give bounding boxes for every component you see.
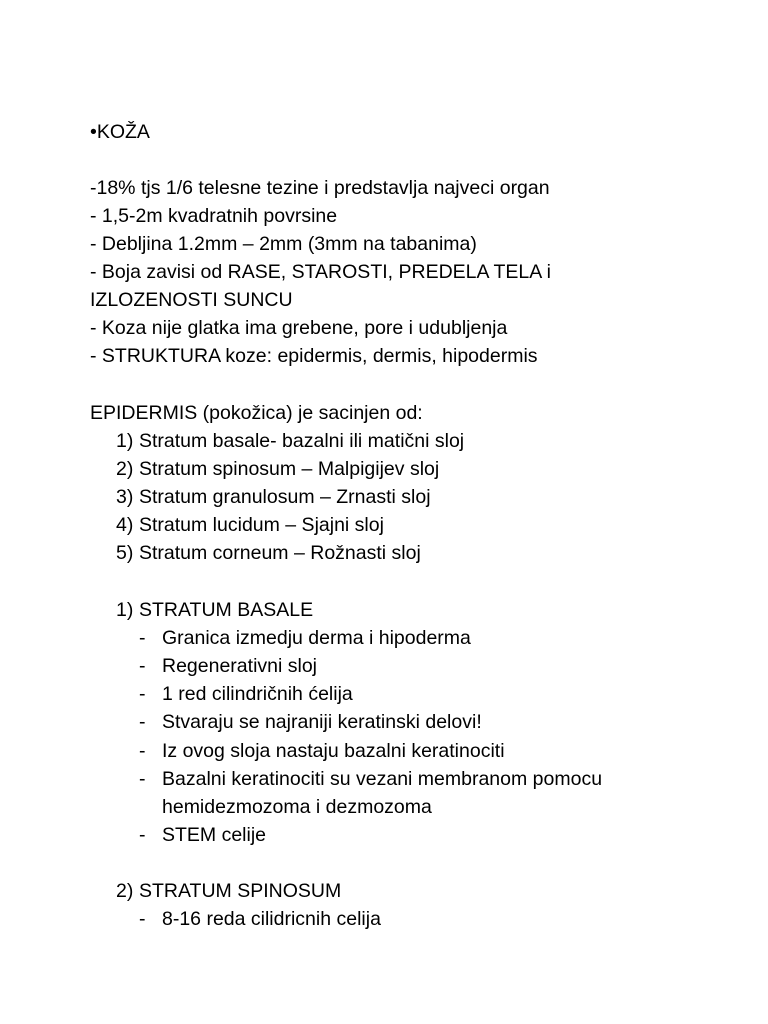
intro-line: IZLOZENOSTI SUNCU: [90, 289, 293, 311]
list-number: 1): [116, 599, 134, 621]
list-number: 5): [116, 542, 134, 564]
list-item-text: Bazalni keratinociti su vezani membranom pomocu: [162, 768, 603, 790]
list-number: 2): [116, 458, 134, 480]
list-item-text: Iz ovog sloja nastaju bazalni keratinociti: [162, 740, 505, 762]
intro-line: - 1,5-2m kvadratnih povrsine: [90, 205, 338, 227]
dash-bullet: -: [139, 768, 146, 790]
list-item-text: Stratum lucidum – Sjajni sloj: [139, 514, 384, 536]
intro-line: - Koza nije glatka ima grebene, pore i udubljenja: [90, 317, 508, 339]
intro-line: -18% tjs 1/6 telesne tezine i predstavlja najveci organ: [90, 177, 550, 199]
list-item-text: Stratum granulosum – Zrnasti sloj: [139, 486, 431, 508]
list-item-text: 1 red cilindričnih ćelija: [162, 683, 353, 705]
dash-bullet: -: [139, 711, 146, 733]
list-number: 3): [116, 486, 134, 508]
list-item-text: Regenerativni sloj: [162, 655, 318, 677]
list-item-text: Stratum basale- bazalni ili matični sloj: [139, 430, 465, 452]
list-item-text: 8-16 reda cilidricnih celija: [162, 908, 381, 930]
list-number: 2): [116, 880, 134, 902]
dash-bullet: -: [139, 740, 146, 762]
list-item-text: hemidezmozoma i dezmozoma: [162, 796, 432, 818]
dash-bullet: -: [139, 683, 146, 705]
dash-bullet: -: [139, 824, 146, 846]
intro-line: - Boja zavisi od RASE, STAROSTI, PREDELA TELA i: [90, 261, 551, 283]
section-heading: STRATUM SPINOSUM: [139, 880, 342, 902]
list-item-text: Stratum corneum – Rožnasti sloj: [139, 542, 421, 564]
section-heading: STRATUM BASALE: [139, 599, 314, 621]
intro-line: - Debljina 1.2mm – 2mm (3mm na tabanima): [90, 233, 477, 255]
list-item-text: Granica izmedju derma i hipoderma: [162, 627, 471, 649]
epidermis-heading: EPIDERMIS (pokožica) je sacinjen od:: [90, 402, 423, 424]
intro-line: - STRUKTURA koze: epidermis, dermis, hipodermis: [90, 345, 538, 367]
list-number: 4): [116, 514, 134, 536]
page-title: •KOŽA: [90, 121, 150, 143]
list-item-text: Stvaraju se najraniji keratinski delovi!: [162, 711, 482, 733]
dash-bullet: -: [139, 627, 146, 649]
dash-bullet: -: [139, 655, 146, 677]
dash-bullet: -: [139, 908, 146, 930]
list-number: 1): [116, 430, 134, 452]
list-item-text: STEM celije: [162, 824, 267, 846]
list-item-text: Stratum spinosum – Malpigijev sloj: [139, 458, 440, 480]
